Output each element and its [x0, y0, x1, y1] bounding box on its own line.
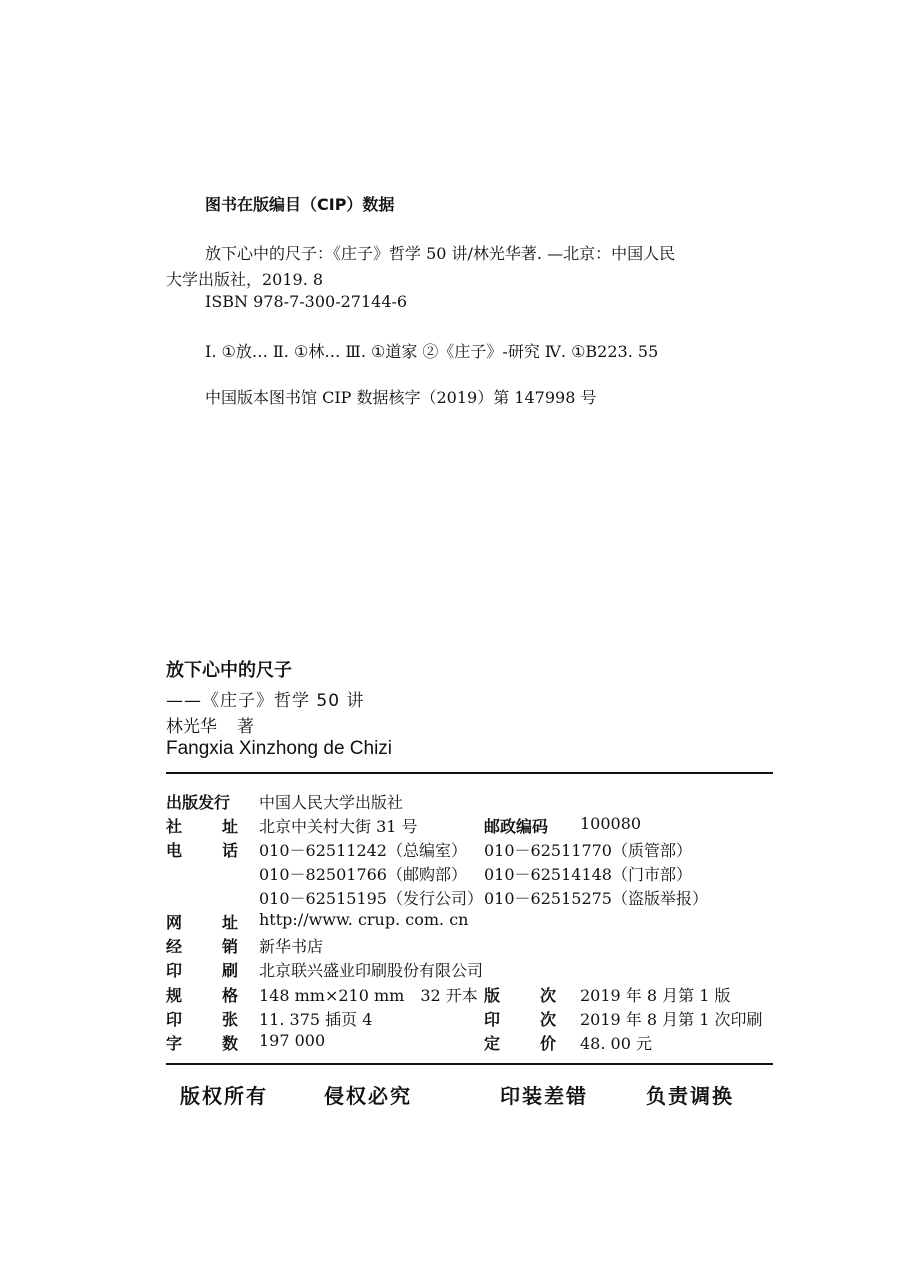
publisher-value: 中国人民大学出版社 — [259, 793, 404, 812]
printer-label: 印 刷 — [166, 961, 239, 980]
book-pinyin-title: Fangxia Xinzhong de Chizi — [166, 738, 393, 759]
edition-value: 2019 年 8 月第 1 版 — [580, 986, 731, 1005]
phone-mail-order: 010－82501766（邮购部） — [259, 865, 467, 884]
footer-print-defects: 印装差错 — [500, 1084, 588, 1108]
publisher-label: 出版发行 — [166, 793, 231, 812]
book-author-role: 著 — [237, 717, 254, 737]
spec-label: 规 格 — [166, 986, 239, 1005]
phone-quality: 010－62511770（质管部） — [484, 841, 692, 860]
impression-label: 印 次 — [484, 1010, 557, 1029]
address-value: 北京中关村大街 31 号 — [259, 817, 418, 836]
divider-top — [166, 772, 773, 774]
phone-retail: 010－62514148（门市部） — [484, 865, 692, 884]
address-label: 社 址 — [166, 817, 239, 836]
distributor-label: 经 销 — [166, 937, 239, 956]
phone-distribution: 010－62515195（发行公司） — [259, 889, 483, 908]
postcode-value: 100080 — [580, 814, 642, 833]
phone-piracy-report: 010－62515275（盗版举报） — [484, 889, 708, 908]
price-value: 48. 00 元 — [580, 1034, 652, 1053]
footer-infringement-notice: 侵权必究 — [324, 1084, 412, 1108]
edition-label: 版 次 — [484, 986, 557, 1005]
footer-copyright-reserved: 版权所有 — [180, 1084, 268, 1108]
cip-line-classification: Ⅰ. ①放… Ⅱ. ①林… Ⅲ. ①道家 ②《庄子》-研究 Ⅳ. ①B223. 55 — [205, 342, 659, 361]
website-label: 网 址 — [166, 913, 239, 932]
spec-value: 148 mm×210 mm 32 开本 — [259, 986, 478, 1005]
printer-value: 北京联兴盛业印刷股份有限公司 — [259, 961, 484, 980]
word-count-label: 字 数 — [166, 1034, 239, 1053]
cip-heading: 图书在版编目（CIP）数据 — [205, 195, 395, 214]
impression-value: 2019 年 8 月第 1 次印刷 — [580, 1010, 763, 1029]
distributor-value: 新华书店 — [259, 937, 324, 956]
book-author-line — [166, 712, 254, 737]
postcode-label: 邮政编码 — [484, 817, 549, 836]
book-title: 放下心中的尺子 — [166, 660, 292, 681]
price-label: 定 价 — [484, 1034, 557, 1053]
cip-line-isbn: ISBN 978-7-300-27144-6 — [205, 292, 408, 311]
phone-label: 电 话 — [166, 841, 239, 860]
cip-line-publisher: 大学出版社，2019. 8 — [166, 270, 324, 289]
website-value: http://www. crup. com. cn — [259, 910, 469, 929]
cip-line-record-number: 中国版本图书馆 CIP 数据核字（2019）第 147998 号 — [205, 388, 597, 407]
cip-line-title: 放下心中的尺子：《庄子》哲学 50 讲/林光华著. —北京：中国人民 — [205, 244, 676, 263]
sheets-label: 印 张 — [166, 1010, 239, 1029]
footer-exchange-notice: 负责调换 — [646, 1084, 734, 1108]
phone-editorial: 010－62511242（总编室） — [259, 841, 467, 860]
book-author: 林光华 — [166, 717, 217, 737]
book-subtitle: ——《庄子》哲学 50 讲 — [166, 691, 365, 711]
sheets-value: 11. 375 插页 4 — [259, 1010, 373, 1029]
word-count-value: 197 000 — [259, 1031, 326, 1050]
divider-bottom — [166, 1063, 773, 1065]
